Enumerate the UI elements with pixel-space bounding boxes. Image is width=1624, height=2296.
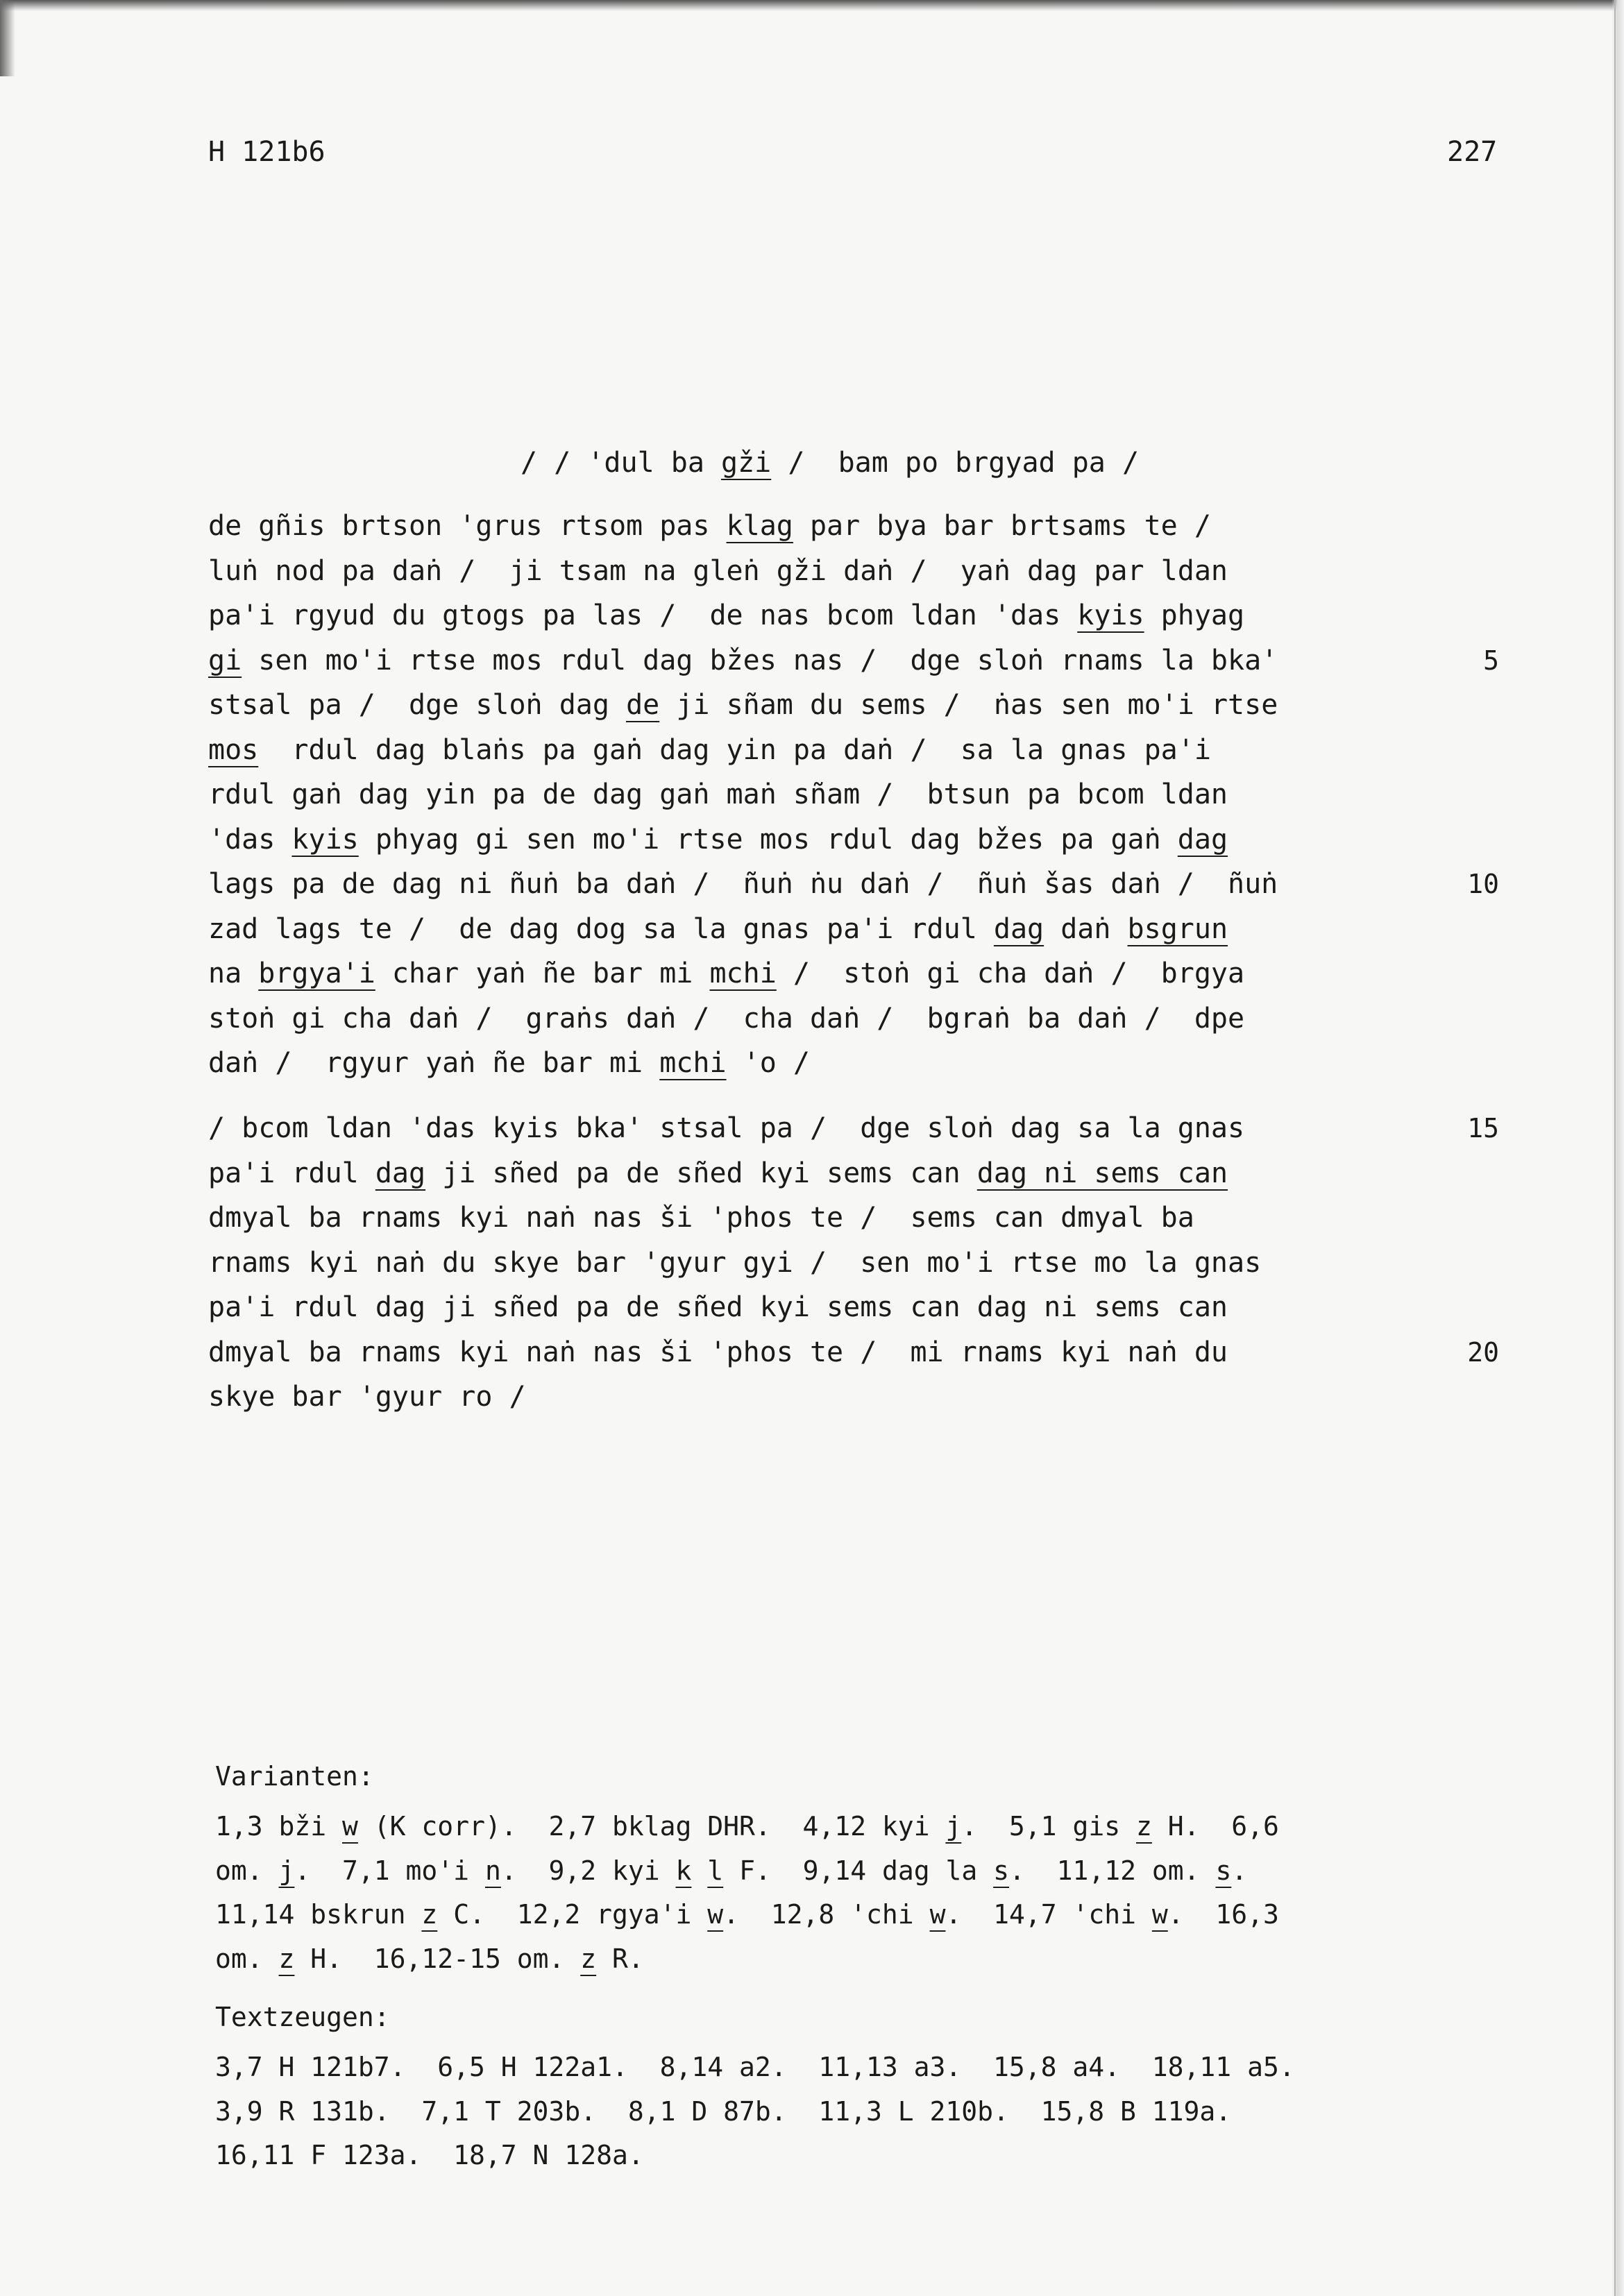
text-line-8: 'das kyis phyag gi sen mo'i rtse mos rdul dag bžes pa gaṅ dag (208, 823, 1228, 856)
text-line-14: / bcom ldan 'das kyis bka' stsal pa / dge sloṅ dag sa la gnas 15 (208, 1106, 1450, 1151)
text-line-9: lags pa de dag ni ñuṅ ba daṅ / ñuṅ ṅu daṅ / ñuṅ šas daṅ / ñuṅ 10 (208, 862, 1450, 907)
line-number-15: 15 (1467, 1113, 1499, 1143)
page-reference: H 121b6 (208, 136, 325, 168)
text-line-3: pa'i rgyud du gtogs pa las / de nas bcom ldan 'das kyis phyag (208, 599, 1245, 631)
text-line-19: dmyal ba rnams kyi naṅ nas ši 'phos te / mi rnams kyi naṅ du 20 (208, 1330, 1450, 1375)
text-line-7: rdul gaṅ dag yin pa de dag gaṅ maṅ sñam / btsun pa bcom ldan (208, 779, 1228, 810)
line-number-20: 20 (1467, 1336, 1499, 1368)
textzeugen-line-3: 16,11 F 123a. 18,7 N 128a. (215, 2140, 644, 2170)
varianten-label: Varianten: (215, 1761, 374, 1792)
text-line-16: dmyal ba rnams kyi naṅ nas ši 'phos te / sems can dmyal ba (208, 1202, 1194, 1234)
text-line-2: luṅ nod pa daṅ / ji tsam na gleṅ gži daṅ / yaṅ dag par ldan (208, 554, 1228, 587)
textzeugen-label: Textzeugen: (215, 2002, 390, 2032)
textzeugen-line-1: 3,7 H 121b7. 6,5 H 122a1. 8,14 a2. 11,13 a3. 15,8 a4. 18,11 a5. (215, 2052, 1295, 2082)
text-line-1: de gñis brtson 'grus rtsom pas klag par bya bar brtsams te / (208, 510, 1211, 542)
text-line-18: pa'i rdul dag ji sñed pa de sñed kyi sems can dag ni sems can (208, 1291, 1228, 1323)
chapter-title: / / 'dul ba gži / bam po brgyad pa / (521, 447, 1140, 479)
text-line-20: skye bar 'gyur ro / (208, 1381, 526, 1413)
text-line-11: na brgya'i char yaṅ ñe bar mi mchi / stoṅ gi cha daṅ / brgya (208, 958, 1245, 989)
page-number: 227 (1447, 136, 1498, 168)
main-text-paragraph-1 (208, 504, 1499, 1086)
text-line-4: gi sen mo'i rtse mos rdul dag bžes nas / dge sloṅ rnams la bka' 5 (208, 638, 1450, 683)
scan-edge-corner (0, 0, 15, 76)
title-underlined-word: gži (720, 447, 772, 479)
text-line-10: zad lags te / de dag dog sa la gnas pa'i rdul dag daṅ bsgrun (208, 912, 1228, 945)
scan-edge-right (1612, 0, 1624, 2296)
line-number-10: 10 (1467, 869, 1499, 899)
text-line-17: rnams kyi naṅ du skye bar 'gyur gyi / sen mo'i rtse mo la gnas (208, 1246, 1262, 1279)
varianten-block (215, 1805, 1534, 1981)
varianten-line-2: om. j. 7,1 mo'i n. 9,2 kyi k l F. 9,14 dag la s. 11,12 om. s. (215, 1855, 1248, 1886)
varianten-line-1: 1,3 bži w (K corr). 2,7 bklag DHR. 4,12 kyi j. 5,1 gis z H. 6,6 (215, 1811, 1279, 1842)
text-line-15: pa'i rdul dag ji sñed pa de sñed kyi sems can dag ni sems can (208, 1157, 1228, 1189)
scan-edge-top (0, 0, 1624, 11)
text-line-12: stoṅ gi cha daṅ / graṅs daṅ / cha daṅ / bgraṅ ba daṅ / dpe (208, 1002, 1245, 1035)
varianten-line-4: om. z H. 16,12-15 om. z R. (215, 1943, 644, 1974)
main-text-paragraph-2 (208, 1106, 1499, 1420)
varianten-line-3: 11,14 bskrun z C. 12,2 rgya'i w. 12,8 'chi w. 14,7 'chi w. 16,3 (215, 1899, 1279, 1930)
textzeugen-line-2: 3,9 R 131b. 7,1 T 203b. 8,1 D 87b. 11,3 L 210b. 15,8 B 119a. (215, 2095, 1232, 2127)
line-number-5: 5 (1483, 645, 1499, 676)
text-line-13: daṅ / rgyur yaṅ ñe bar mi mchi 'o / (208, 1047, 810, 1079)
text-line-6: mos rdul dag blaṅs pa gaṅ dag yin pa daṅ / sa la gnas pa'i (208, 733, 1211, 766)
text-line-5: stsal pa / dge sloṅ dag de ji sñam du sems / ṅas sen mo'i rtse (208, 689, 1278, 721)
textzeugen-block (215, 2046, 1534, 2178)
